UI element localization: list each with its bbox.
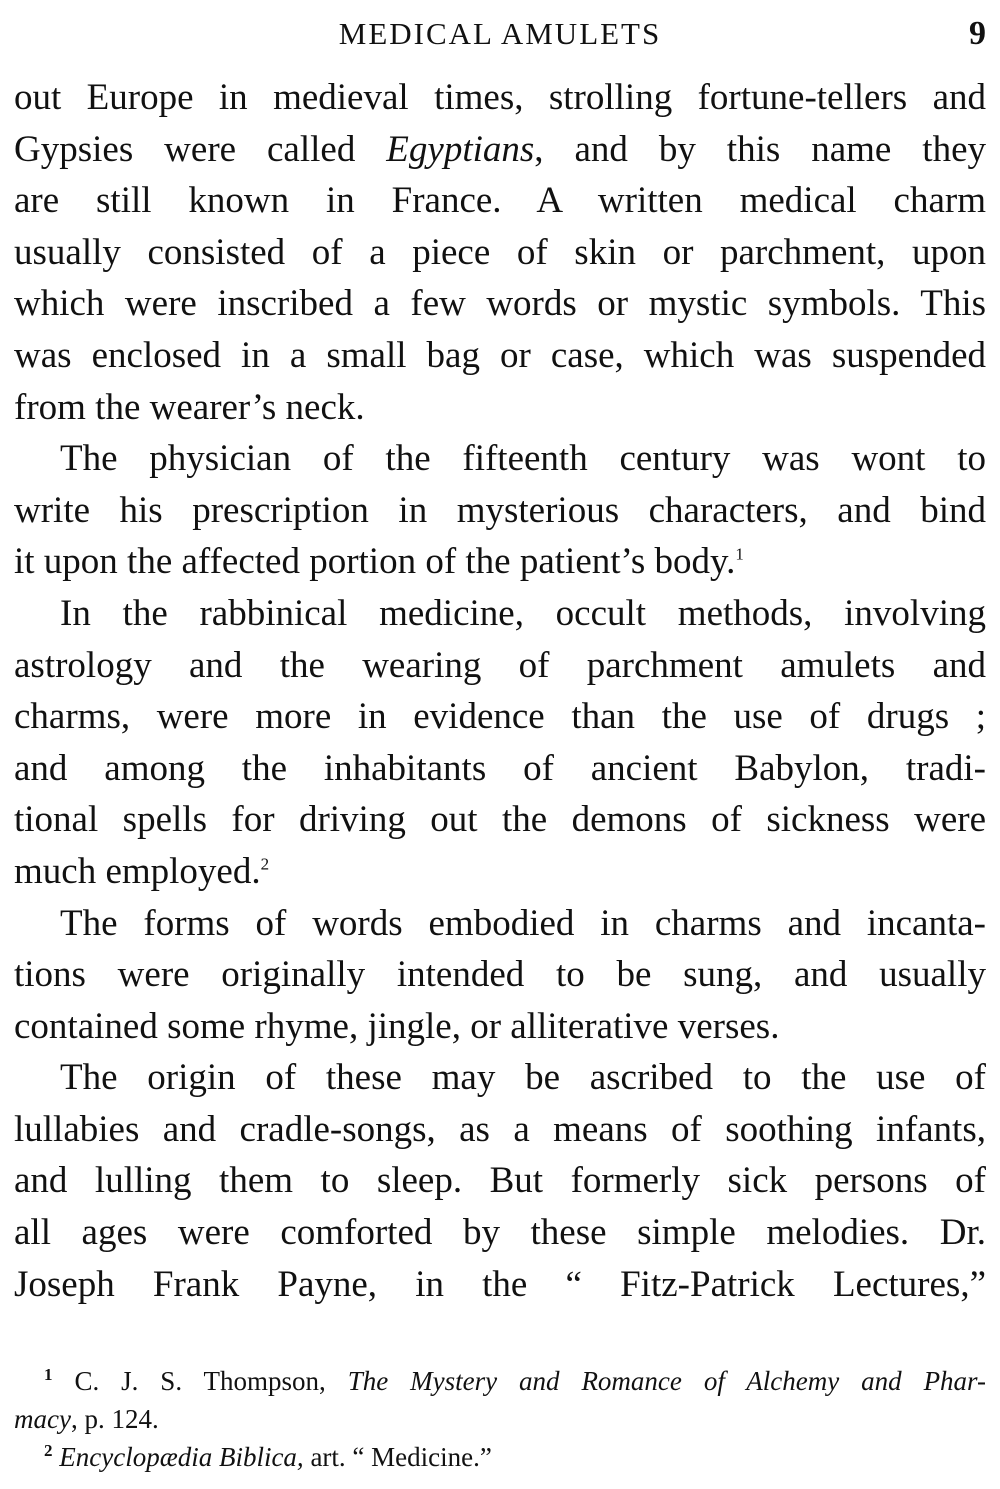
body-line: write his prescription in mysterious characters, and bind (14, 489, 986, 531)
body-line: tional spells for driving out the demons of sickness were (14, 799, 986, 841)
body-line: are still known in France. A written medical charm (14, 180, 986, 222)
footnote-2 (14, 1438, 986, 1476)
body-line (14, 846, 986, 898)
footnote-reference: 1 (735, 545, 744, 565)
footnote-author: C. J. S. Thompson, (74, 1366, 348, 1396)
body-line: usually consisted of a piece of skin or parchment, upon (14, 231, 986, 273)
body-line: from the wearer’s neck. (14, 386, 365, 428)
footnote-marker: 2 (44, 1441, 53, 1460)
body-line: lullabies and cradle-songs, as a means of soothing infants, (14, 1108, 986, 1150)
body-line: was enclosed in a small bag or case, which was suspended (14, 334, 986, 376)
body-line: charms, were more in evidence than the use of drugs ; (14, 696, 986, 738)
body-line: Joseph Frank Payne, in the “ Fitz-Patrick Lectures,” (14, 1263, 986, 1305)
body-line: which were inscribed a few words or mystic symbols. This (14, 283, 986, 325)
footnote-title: macy (14, 1404, 71, 1434)
footnote-title: Encyclopædia Biblica, (59, 1442, 304, 1472)
body-line: tions were originally intended to be sung, and usually (14, 954, 986, 996)
body-line: and among the inhabitants of ancient Babylon, tradi- (14, 747, 986, 789)
text-run: much employed. (14, 850, 261, 892)
footnote-reference: 2 (260, 854, 270, 874)
running-head (14, 14, 986, 58)
footnotes (14, 1362, 986, 1476)
body-line: out Europe in medieval times, strolling fortune-tellers and (14, 77, 986, 118)
footnote-title: The Mystery and Romance of Alchemy and Phar- (347, 1366, 987, 1396)
body-line: astrology and the wearing of parchment amulets and (14, 644, 986, 686)
footnote-text: art. “ Medicine.” (303, 1442, 492, 1472)
text-run: , and by this name they (534, 128, 986, 170)
footnote-1 (14, 1362, 986, 1400)
italic-term: Egyptians (386, 128, 535, 170)
footnote-marker: 1 (44, 1365, 53, 1384)
body-line: The origin of these may be ascribed to the use of (60, 1057, 986, 1099)
footnote-text: , p. 124. (70, 1404, 159, 1434)
text-run: Gypsies were called (14, 128, 387, 170)
body-line (14, 124, 986, 176)
running-title: MEDICAL AMULETS (338, 16, 662, 51)
body-line (14, 536, 986, 588)
body-line: The forms of words embodied in charms and incanta- (60, 902, 986, 944)
body-line: and lulling them to sleep. But formerly sick persons of (14, 1160, 986, 1202)
body-line: The physician of the fifteenth century was wont to (60, 438, 986, 480)
body-line: all ages were comforted by these simple melodies. Dr. (14, 1212, 986, 1254)
page-number: 9 (969, 15, 986, 52)
text-run: it upon the affected portion of the patient’s body. (14, 541, 736, 583)
body-line: In the rabbinical medicine, occult methods, involving (60, 592, 986, 634)
footnote-1-continued (14, 1400, 986, 1438)
body-text (14, 72, 986, 1310)
body-line: contained some rhyme, jingle, or alliterative verses. (14, 1005, 780, 1047)
